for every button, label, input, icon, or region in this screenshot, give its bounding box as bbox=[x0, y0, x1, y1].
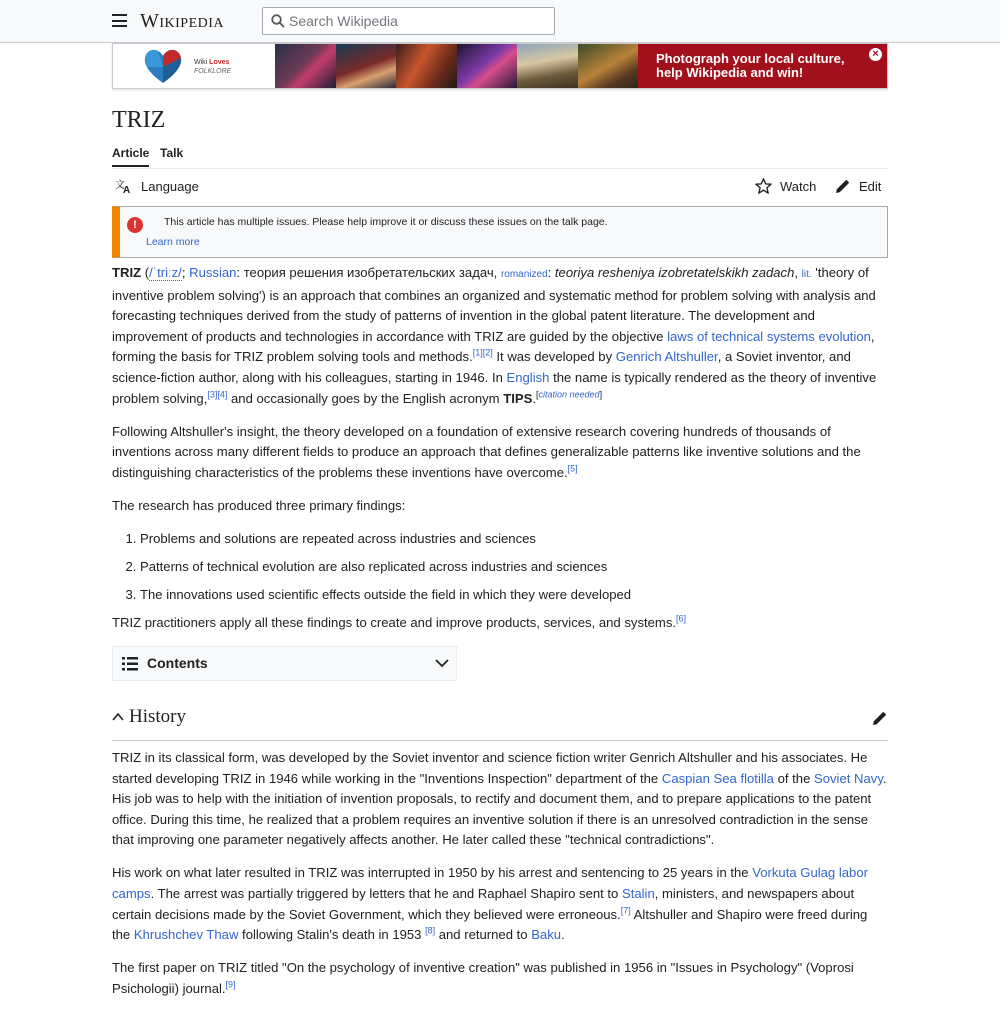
history-text: . His job was to help with the initiation of invention proposals, to rectify and document them, and to prepare applications to the patent office. During this time, he realized that a problem requires an inventive solution if there is an unresolved contradiction in the sense that improving one parameter negatively affects another. He later called these "technical contradictions". bbox=[112, 770, 887, 848]
edit-label: Edit bbox=[859, 178, 882, 194]
ref-7[interactable]: [7] bbox=[620, 905, 631, 916]
search-icon bbox=[271, 14, 285, 28]
history-text: following Stalin's death in 1953 bbox=[238, 927, 426, 943]
intro-paragraph-3: The research has produced three primary findings: bbox=[112, 497, 406, 513]
chevron-down-icon bbox=[435, 659, 449, 668]
banner-photo-strip bbox=[275, 44, 638, 88]
history-text: The first paper on TRIZ titled "On the psychology of inventive creation" was published in 1956 in "Issues in Psychology" (Voprosi Psichologii) journal. bbox=[112, 960, 854, 996]
history-text: His work on what later resulted in TRIZ was interrupted in 1950 by his arrest and sentencing to 25 years in the bbox=[112, 865, 753, 881]
learn-more-link[interactable]: Learn more bbox=[146, 236, 200, 248]
svg-text:文: 文 bbox=[115, 180, 125, 191]
logo-text-wiki: Wiki bbox=[194, 59, 208, 66]
banner-message-line1: Photograph your local culture, bbox=[656, 51, 845, 66]
intro-text-5: the name is typically rendered as the theory of inventive problem solving, bbox=[112, 369, 877, 406]
banner-call-to-action[interactable] bbox=[638, 44, 887, 88]
intro-paragraph-1: TRIZ (/ˈtriːz/; Russian: теория решения изобретательских задач, romanized: teoriya resheniya izobretatelskikh zadach, lit. 'theory of inventive problem solving') is an approach that combines an organized and systematic method for problem solving with analysis and forecasting techniques derived from the study of patterns of invention in the global patent literature. The development and improvement of products and technologies in accordance with TRIZ are guided by the objective laws of technical systems evolution, forming the basis for TRIZ problem solving tools and methods.[1][2] It was developed by Genrich Altshuller, a Soviet inventor, and science-fiction author, along with his colleagues, starting in 1946. In English the name is typically rendered as the theory of inventive problem solving,[3][4] and occasionally goes by the English acronym TIPS.[citation needed] bbox=[112, 265, 877, 406]
intro-p2-text: Following Altshuller's insight, the theory developed on a foundation of extensive research covering hundreds of thousands of inventions across many different fields to produce an approach that defines generalizable patterns like inventive solutions and the distinguishing characteristics of the problems these inventions have overcome. bbox=[112, 423, 861, 480]
namespace-tabs bbox=[112, 140, 888, 169]
pencil-icon bbox=[835, 178, 851, 194]
term-bold: TRIZ bbox=[112, 265, 142, 280]
watch-button[interactable] bbox=[755, 178, 816, 194]
warning-icon: ! bbox=[127, 217, 143, 233]
soviet-navy-link[interactable]: Soviet Navy bbox=[814, 770, 883, 786]
intro-text-4: , a Soviet inventor, and science-fiction author, along with his colleagues, starting in 1946. In bbox=[112, 349, 851, 385]
ref-4[interactable]: [4] bbox=[217, 389, 228, 400]
contents-label: Contents bbox=[147, 655, 208, 671]
list-item: 2. Patterns of technical evolution are also replicated across industries and sciences bbox=[140, 557, 888, 578]
history-text: . bbox=[561, 927, 565, 943]
lit-link[interactable]: lit. bbox=[801, 269, 812, 280]
history-text: and returned to bbox=[435, 927, 532, 943]
svg-text:A: A bbox=[123, 185, 131, 194]
ref-5[interactable]: [5] bbox=[567, 463, 578, 474]
pencil-icon[interactable] bbox=[872, 710, 888, 726]
intro-text-3: It was developed by bbox=[492, 349, 616, 365]
vorkuta-link[interactable]: Vorkuta Gulag labor camps bbox=[112, 865, 868, 902]
site-header bbox=[0, 0, 1000, 43]
romanized-link[interactable]: romanized bbox=[500, 269, 548, 280]
ipa-link[interactable]: /ˈtriːz/ bbox=[149, 265, 182, 280]
fundraising-banner[interactable] bbox=[112, 43, 888, 89]
khrushchev-thaw-link[interactable]: Khrushchev Thaw bbox=[133, 927, 239, 943]
multiple-issues-notice[interactable] bbox=[112, 206, 888, 258]
section-history-header bbox=[112, 704, 888, 741]
logo-text-loves: Loves bbox=[209, 59, 230, 66]
intro-paragraph-2 bbox=[112, 422, 888, 484]
logo-text-folklore: FOLKLORE bbox=[194, 68, 232, 75]
findings-list bbox=[112, 529, 888, 606]
notice-text: This article has multiple issues. Please help improve it or discuss these issues on the talk page. bbox=[164, 216, 608, 228]
baku-link[interactable]: Baku bbox=[531, 927, 562, 943]
ref-2[interactable]: [2] bbox=[482, 348, 493, 359]
ref-3[interactable]: [3] bbox=[207, 389, 218, 400]
stalin-link[interactable]: Stalin bbox=[621, 886, 655, 902]
english-link[interactable]: English bbox=[506, 369, 550, 385]
main-menu-icon[interactable] bbox=[112, 14, 127, 27]
tab-article[interactable]: Article bbox=[112, 146, 149, 167]
intro-p4-text: TRIZ practitioners apply all these findings to create and improve products, services, and systems. bbox=[112, 615, 677, 631]
history-text: TRIZ in its classical form, was developed by the Soviet inventor and science fiction writer Genrich Altshuller and his associates. He started developing TRIZ in 1946 while working in the "Inventions Inspection" department of the bbox=[112, 750, 868, 786]
history-text: , ministers, and newspapers about certain decisions made by the Soviet Government, which they believed were erroneous. bbox=[112, 886, 855, 922]
list-item: 1. Problems and solutions are repeated across industries and sciences bbox=[140, 529, 888, 550]
star-icon bbox=[755, 178, 772, 194]
russian-link[interactable]: Russian bbox=[189, 265, 237, 280]
list-item: 3. The innovations used scientific effects outside the field in which they were developed bbox=[140, 585, 888, 606]
russian-text: : теория решения изобретательских задач, bbox=[236, 265, 501, 280]
laws-link[interactable]: laws of technical systems evolution bbox=[667, 328, 871, 344]
tab-talk[interactable]: Talk bbox=[160, 146, 184, 160]
history-section bbox=[112, 748, 888, 1012]
table-of-contents-toggle[interactable] bbox=[112, 646, 457, 681]
language-button[interactable] bbox=[115, 178, 199, 194]
ref-9[interactable]: [9] bbox=[225, 979, 236, 990]
article-intro bbox=[112, 263, 888, 646]
history-paragraph-1 bbox=[112, 748, 888, 851]
edit-button[interactable] bbox=[835, 178, 881, 194]
history-text: Altshuller and Shapiro were freed during the bbox=[112, 906, 868, 943]
banner-close-icon[interactable]: × bbox=[869, 48, 882, 61]
translate-icon bbox=[115, 178, 133, 194]
language-label: Language bbox=[141, 178, 199, 194]
history-paragraph-2 bbox=[112, 863, 888, 945]
puzzle-heart-icon bbox=[143, 47, 183, 85]
intro-paragraph-4 bbox=[112, 613, 888, 634]
list-icon bbox=[122, 657, 138, 671]
caspian-link[interactable]: Caspian Sea flotilla bbox=[661, 770, 774, 786]
intro-text-2: , forming the basis for TRIZ problem solving tools and methods. bbox=[112, 328, 875, 365]
banner-message-line2: help Wikipedia and win! bbox=[656, 65, 804, 80]
romanized-text: teoriya resheniya izobretatelskikh zadach bbox=[554, 265, 795, 280]
wiki-loves-folklore-logo bbox=[113, 44, 275, 88]
altshuller-link[interactable]: Genrich Altshuller bbox=[615, 349, 718, 365]
ref-6[interactable]: [6] bbox=[676, 613, 687, 624]
history-text: of the bbox=[773, 770, 814, 786]
chevron-up-icon[interactable] bbox=[112, 712, 124, 722]
search-input[interactable] bbox=[289, 8, 549, 34]
history-text: . The arrest was partially triggered by letters that he and Raphael Shapiro sent to bbox=[150, 886, 622, 902]
tips-bold: TIPS bbox=[503, 390, 533, 406]
page-toolbar bbox=[112, 168, 888, 206]
intro-text-1: 'theory of inventive problem solving') is an approach that combines an organized and systematic method for problem solving with analysis and forecasting techniques derived from the study of patterns of invention in the global patent literature. The development and improvement of products and technologies in accordance with TRIZ are guided by the objective bbox=[112, 265, 876, 344]
ref-1[interactable]: [1] bbox=[472, 348, 483, 359]
intro-text-6: and occasionally goes by the English acronym bbox=[227, 390, 504, 406]
search-box[interactable] bbox=[262, 7, 555, 35]
history-paragraph-3 bbox=[112, 958, 888, 999]
watch-label: Watch bbox=[780, 178, 817, 194]
wikipedia-wordmark[interactable]: Wikipedia bbox=[140, 10, 225, 32]
section-heading: History bbox=[129, 706, 186, 727]
citation-needed-link[interactable]: citation needed bbox=[538, 389, 600, 400]
ref-8[interactable]: [8] bbox=[425, 925, 436, 936]
page-title: TRIZ bbox=[112, 107, 166, 133]
